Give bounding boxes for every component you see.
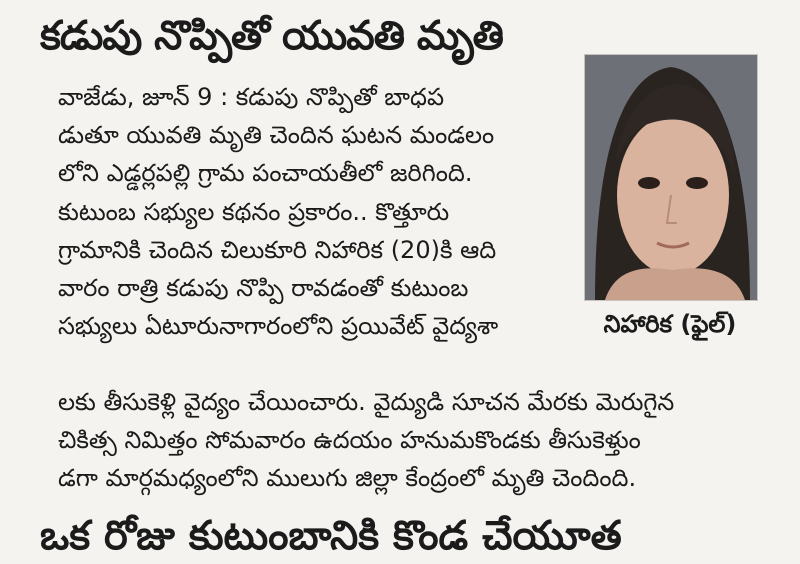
photo-caption: నిహారిక (ఫైల్) bbox=[603, 310, 737, 338]
body-line: వాజేడు, జూన్ 9 : కడుపు నొప్పితో బాధప bbox=[58, 83, 445, 111]
body-line: లోని ఎడ్డర్లపల్లి గ్రామ పంచాయతీలో జరిగింది. bbox=[58, 159, 473, 188]
body-line: చికిత్స నిమిత్తం సోమవారం ఉదయం హనుమకొండకు తీసుకెళ్తుం bbox=[58, 426, 641, 455]
body-line: డగా మార్గమధ్యంలోని ములుగు జిల్లా కేంద్రంలో మృతి చెందింది. bbox=[58, 464, 637, 493]
body-line: వారం రాత్రి కడుపు నొప్పి రావడంతో కుటుంబ bbox=[58, 274, 469, 303]
body-line: గ్రామానికి చెందిన చిలుకూరి నిహారిక (20)కి ఆది bbox=[58, 235, 497, 264]
body-line: కుటుంబ సభ్యుల కథనం ప్రకారం.. కొత్తూరు bbox=[58, 197, 450, 226]
next-article-headline: ఒక రోజు కుటుంబానికి కొండ చేయూత bbox=[40, 513, 622, 559]
article-body-continued bbox=[58, 383, 758, 498]
body-line: సభ్యులు ఏటూరునాగారంలోని ప్రయివేట్ వైద్యశా bbox=[58, 312, 499, 341]
article-body bbox=[58, 78, 578, 345]
portrait-photo bbox=[584, 54, 758, 301]
body-line: డుతూ యువతి మృతి చెందిన ఘటన మండలం bbox=[58, 121, 495, 150]
article-headline: కడుపు నొప్పితో యువతి మృతి bbox=[40, 13, 503, 59]
body-line: లకు తీసుకెళ్లి వైద్యం చేయించారు. వైద్యుడి సూచన మేరకు మెరుగైన bbox=[58, 388, 675, 416]
